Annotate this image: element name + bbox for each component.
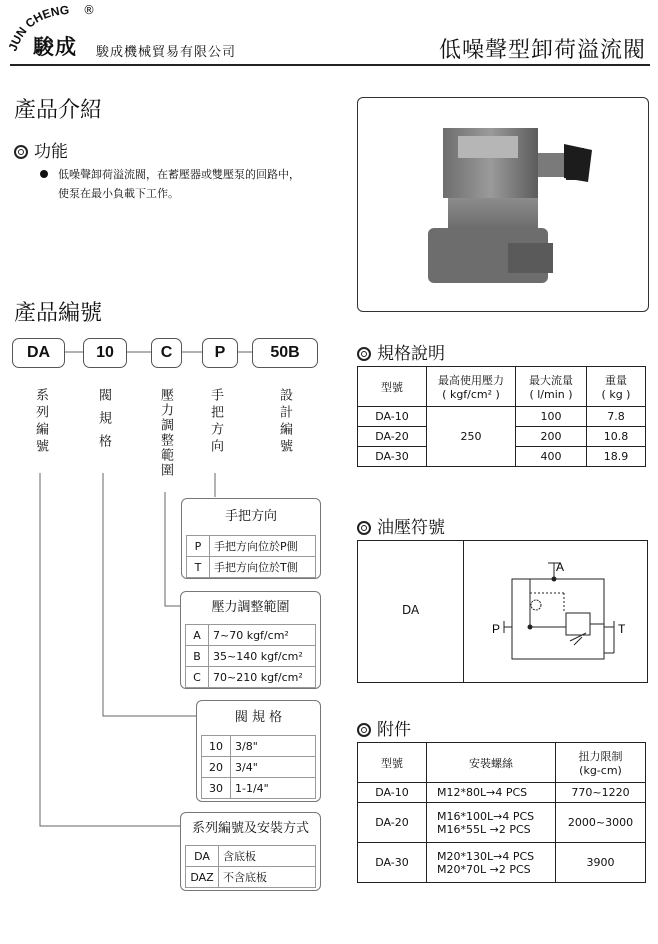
function-title: 功能 [34,142,68,162]
table-row [358,743,646,783]
table-row: DAZ 不含底板 [186,867,316,888]
legend-series-title: 系列編號及安裝方式 [191,821,309,836]
double-circle-icon [357,521,371,535]
label-valve-size: 閥規格 [96,388,111,457]
legend-pressure-table [185,624,316,688]
spec-table [357,366,646,467]
table-row: 10 3/8" [202,736,316,757]
legend-pressure-title: 壓力調整範圍 [211,600,290,615]
table-row: P 手把方向位於P側 [187,536,316,557]
accessories-title: 附件 [377,720,411,740]
table-row: DA-10 250 100 7.8 [358,407,646,427]
table-row: DA-10 M12*80L→4 PCS 770~1220 [358,783,646,803]
brand-chinese: 駿成 [33,35,77,59]
acc-header-torque: 扭力限制 (kg-cm) [556,743,646,783]
legend-handle-title: 手把方向 [224,509,277,524]
port-t-label: T [618,622,626,636]
port-p-label: P [492,622,501,636]
symbol-heading [357,513,445,538]
code-section-title: 產品編號 [14,301,103,326]
registered-mark: ® [83,3,95,17]
table-row: T 手把方向位於T側 [187,557,316,578]
table-row: DA 含底板 [186,846,316,867]
spec-header-pressure: 最高使用壓力 ( kgf/cm² ) [427,367,516,407]
table-row: DA-20 200 10.8 [358,427,646,447]
legend-size-box [196,700,321,802]
accessories-heading [357,715,411,740]
legend-size-table [201,735,316,799]
spec-header-model: 型號 [358,367,427,407]
code-series: DA [12,338,65,368]
table-row [358,367,646,407]
legend-size-title: 閥 規 格 [234,710,283,725]
table-row: 20 3/4" [202,757,316,778]
symbol-model: DA [402,603,420,617]
port-a-label: A [556,560,565,574]
function-text-2: 使泵在最小負載下工作。 [58,187,179,200]
label-design: 設計編號 [277,388,292,456]
label-handle: 手把方向 [208,388,223,456]
specs-heading [357,339,445,364]
product-title: 低噪聲型卸荷溢流閥 [438,38,646,63]
acc-header-bolts: 安裝螺絲 [427,743,556,783]
acc-header-model: 型號 [358,743,427,783]
legend-series-table [185,845,316,888]
table-row: B 35~140 kgf/cm² [186,646,316,667]
table-row: DA-30 M20*130L→4 PCS M20*70L →2 PCS 3900 [358,843,646,883]
legend-series-box [180,812,321,891]
spec-pressure-value: 250 [427,407,516,467]
code-valve-size: 10 [83,338,127,368]
table-row: DA-20 M16*100L→4 PCS M16*55L →2 PCS 2000~3000 [358,803,646,843]
brand-arc-text: UN CHENG [8,2,70,47]
table-row: 30 1-1/4" [202,778,316,799]
company-name: 駿成機械貿易有限公司 [96,45,237,60]
label-series: 系列編號 [33,388,48,456]
specs-title: 規格說明 [377,344,445,364]
spec-header-flow: 最大流量 ( l/min ) [516,367,587,407]
double-circle-icon [357,723,371,737]
accessories-table [357,742,646,883]
table-row: DA-30 400 18.9 [358,447,646,467]
spec-header-weight: 重量 ( kg ) [587,367,646,407]
code-design: 50B [252,338,318,368]
function-text-1: 低噪聲卸荷溢流閥，在蓄壓器或雙壓泵的回路中， [58,168,300,181]
table-row: A 7~70 kgf/cm² [186,625,316,646]
label-pressure: 壓力調整範圍 [158,388,173,478]
legend-handle-table [186,535,316,578]
hydraulic-circuit-symbol [464,541,647,682]
double-circle-icon [357,347,371,361]
legend-pressure-box [180,591,321,689]
code-handle: P [202,338,238,368]
symbol-box [357,540,648,683]
legend-handle-box [181,498,321,579]
intro-title: 產品介紹 [14,98,103,123]
table-row: C 70~210 kgf/cm² [186,667,316,688]
code-pressure: C [151,338,182,368]
symbol-title: 油壓符號 [377,518,445,538]
